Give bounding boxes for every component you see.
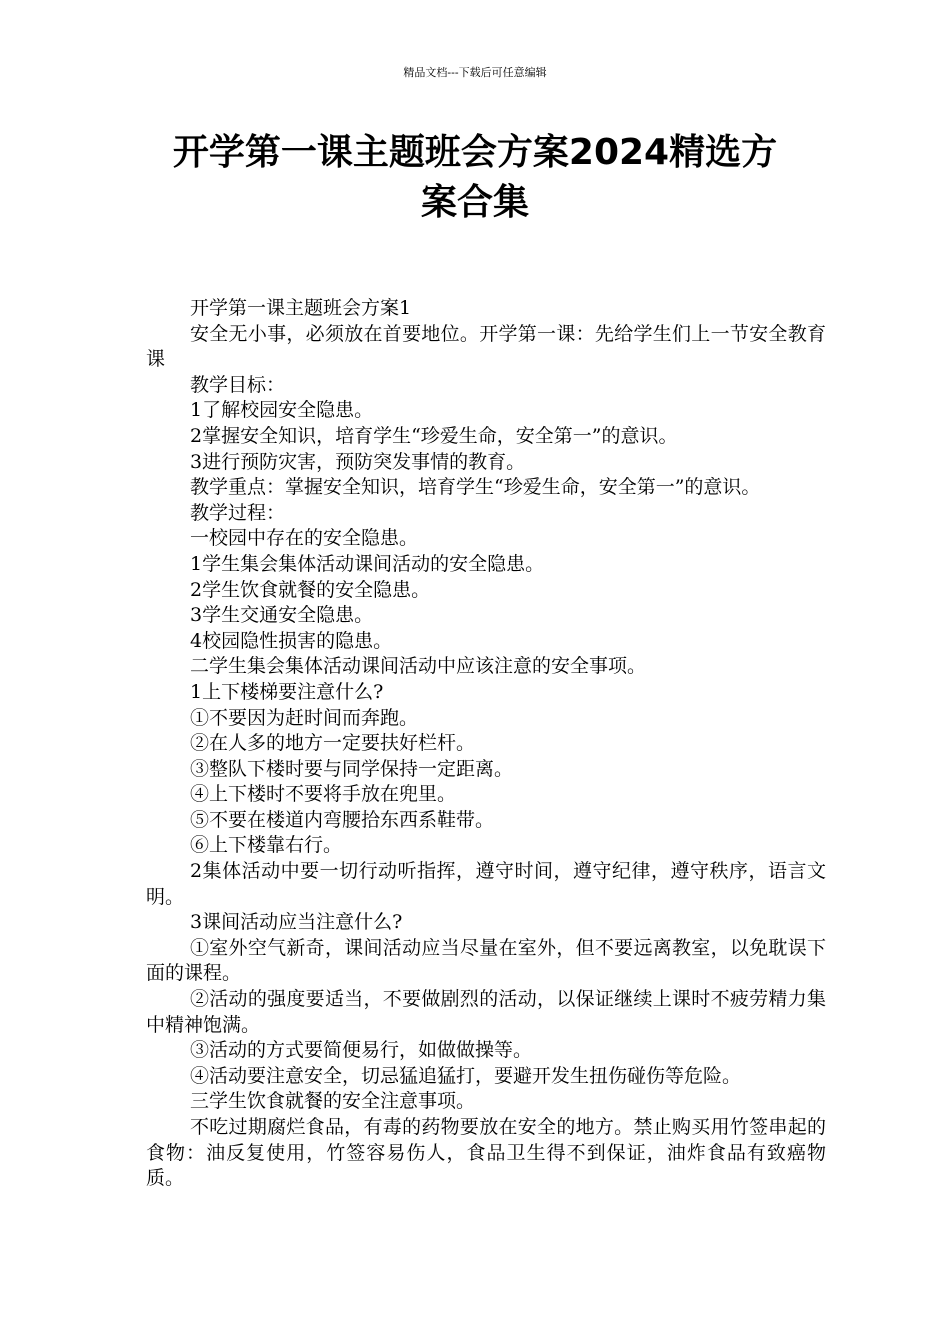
paragraph: 一校园中存在的安全隐患。 — [190, 527, 419, 550]
list-item: 1上下楼梯要注意什么? — [190, 680, 384, 703]
paragraph: 二学生集会集体活动课间活动中应该注意的安全事项。 — [190, 655, 647, 678]
paragraph: 教学过程： — [190, 501, 286, 524]
list-item: ⑥上下楼靠右行。 — [190, 834, 343, 857]
list-item: 2学生饮食就餐的安全隐患。 — [190, 578, 431, 601]
list-item: ②活动的强度要适当，不要做剧烈的活动，以保证继续上课时不疲劳精力集中精神饱满。 — [146, 988, 826, 1036]
paragraph: 不吃过期腐烂食品，有毒的药物要放在安全的地方。禁止购买用竹签串起的食物：油反复使用，竹签容易伤人，食品卫生得不到保证，油炸食品有致癌物质。 — [146, 1116, 826, 1190]
page-header-note: 精品文档---下载后可任意编辑 — [403, 66, 547, 79]
paragraph: 安全无小事，必须放在首要地位。开学第一课：先给学生们上一节安全教育课 — [146, 322, 826, 371]
paragraph: 三学生饮食就餐的安全注意事项。 — [190, 1090, 476, 1113]
section-heading: 开学第一课主题班会方案1 — [190, 297, 412, 319]
list-item: ①室外空气新奇，课间活动应当尽量在室外，但不要远离教室，以免耽误下面的课程。 — [146, 936, 826, 985]
list-item: 1学生集会集体活动课间活动的安全隐患。 — [190, 552, 545, 575]
list-item: ①不要因为赶时间而奔跑。 — [190, 706, 419, 729]
list-item: ④上下楼时不要将手放在兜里。 — [190, 783, 457, 806]
list-item: ③整队下楼时要与同学保持一定距离。 — [190, 757, 514, 780]
list-item: 3进行预防灾害，预防突发事情的教育。 — [190, 450, 526, 473]
list-item: 2集体活动中要一切行动听指挥，遵守时间，遵守纪律，遵守秩序，语言文明。 — [146, 860, 826, 908]
document-body — [146, 296, 826, 1192]
list-item: 4校园隐性损害的隐患。 — [190, 629, 393, 652]
document-title — [120, 128, 830, 228]
list-item: 1了解校园安全隐患。 — [190, 399, 374, 422]
list-item: 3学生交通安全隐患。 — [190, 604, 374, 627]
list-item: 2掌握安全知识，培育学生“珍爱生命，安全第一”的意识。 — [190, 424, 678, 447]
list-item: 3课间活动应当注意什么? — [190, 911, 403, 934]
paragraph: 教学重点：掌握安全知识，培育学生“珍爱生命，安全第一”的意识。 — [190, 476, 761, 499]
title-line: 案合集 — [420, 182, 529, 223]
list-item: ②在人多的地方一定要扶好栏杆。 — [190, 732, 476, 755]
paragraph: 教学目标： — [190, 373, 286, 396]
list-item: ③活动的方式要简便易行，如做做操等。 — [190, 1039, 533, 1062]
title-line: 开学第一课主题班会方案2024精选方 — [172, 132, 778, 173]
list-item: ④活动要注意安全，切忌猛追猛打，要避开发生扭伤碰伤等危险。 — [190, 1064, 742, 1087]
list-item: ⑤不要在楼道内弯腰拾东西系鞋带。 — [190, 808, 495, 831]
